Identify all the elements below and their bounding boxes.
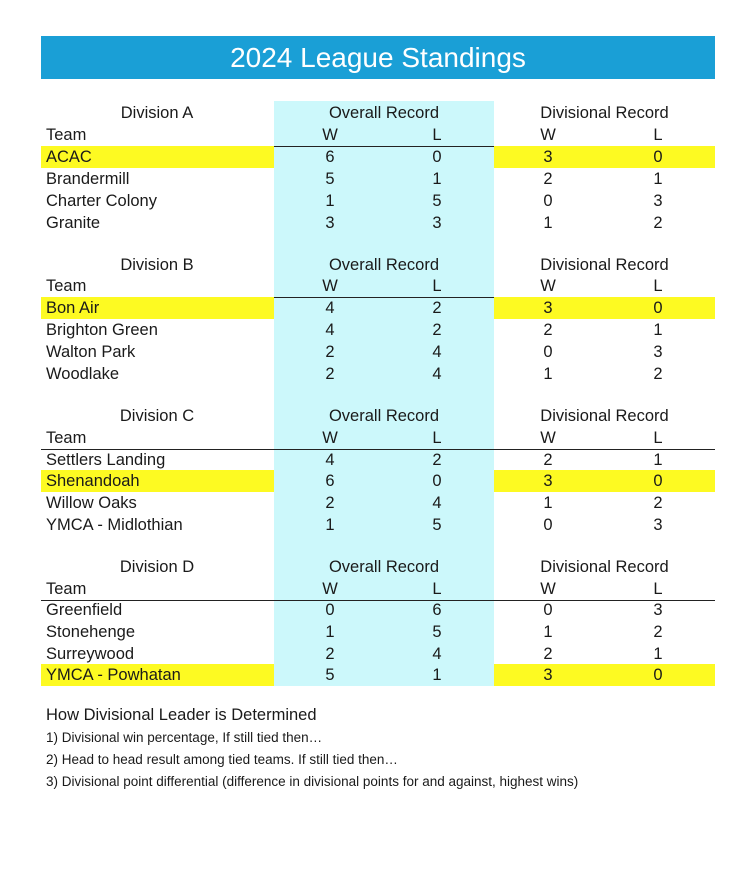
column-header-row [41, 427, 715, 450]
leader-highlight [494, 470, 715, 492]
divisional-losses: 0 [653, 666, 663, 684]
divisional-wins-header: W [540, 429, 556, 447]
divisional-losses: 0 [653, 299, 663, 317]
overall-wins: 1 [325, 623, 335, 641]
divisional-losses: 2 [653, 623, 663, 641]
overall-losses-header: L [432, 277, 442, 295]
overall-wins: 3 [325, 214, 335, 232]
overall-wins: 2 [325, 494, 335, 512]
leader-highlight [494, 146, 715, 168]
team-row [41, 492, 715, 514]
overall-record-label: Overall Record [328, 558, 440, 576]
divisional-wins: 0 [543, 516, 553, 534]
team-row [41, 168, 715, 190]
division-header [41, 102, 715, 124]
division-name: Division B [120, 256, 194, 274]
team-row [41, 146, 715, 168]
overall-wins: 0 [325, 601, 335, 619]
divisional-wins: 1 [543, 214, 553, 232]
overall-losses-header: L [432, 126, 442, 144]
team-row [41, 297, 715, 319]
overall-losses: 4 [432, 494, 442, 512]
team-name: Charter Colony [46, 192, 157, 210]
overall-losses: 2 [432, 451, 442, 469]
divisional-wins: 2 [543, 645, 553, 663]
divisional-wins: 2 [543, 451, 553, 469]
overall-record-label: Overall Record [328, 256, 440, 274]
tiebreaker-heading: How Divisional Leader is Determined [46, 706, 317, 724]
division-header [41, 254, 715, 276]
divisional-wins: 3 [543, 148, 553, 166]
divisional-record-label: Divisional Record [540, 407, 669, 425]
divisional-wins-header: W [540, 580, 556, 598]
divisional-losses: 2 [653, 365, 663, 383]
division-header [41, 405, 715, 427]
divisional-wins: 2 [543, 321, 553, 339]
overall-losses: 4 [432, 365, 442, 383]
overall-record-label: Overall Record [328, 104, 440, 122]
divisional-losses: 3 [653, 192, 663, 210]
team-name: Bon Air [46, 299, 100, 317]
overall-wins: 2 [325, 365, 335, 383]
overall-wins: 4 [325, 299, 335, 317]
overall-losses: 2 [432, 321, 442, 339]
team-name: ACAC [46, 148, 92, 166]
divisional-losses: 2 [653, 494, 663, 512]
team-column-header: Team [46, 126, 87, 144]
division-header [41, 556, 715, 578]
leader-highlight [494, 664, 715, 686]
division-name: Division A [120, 104, 194, 122]
overall-wins: 4 [325, 451, 335, 469]
overall-losses-header: L [432, 580, 442, 598]
divisional-wins-header: W [540, 126, 556, 144]
team-name: Brighton Green [46, 321, 158, 339]
team-row [41, 212, 715, 234]
overall-losses: 6 [432, 601, 442, 619]
overall-losses: 5 [432, 192, 442, 210]
divisional-losses-header: L [653, 580, 663, 598]
team-name: Woodlake [46, 365, 120, 383]
overall-wins: 1 [325, 516, 335, 534]
team-name: Settlers Landing [46, 451, 166, 469]
overall-wins: 2 [325, 343, 335, 361]
divisional-losses-header: L [653, 429, 663, 447]
overall-wins: 6 [325, 472, 335, 490]
team-name: Greenfield [46, 601, 123, 619]
tiebreaker-rule: 3) Divisional point differential (difference in divisional points for and against, highest wins) [46, 774, 579, 789]
overall-losses: 1 [432, 666, 442, 684]
team-row [41, 449, 715, 471]
overall-wins: 5 [325, 666, 335, 684]
team-row [41, 319, 715, 341]
overall-losses: 3 [432, 214, 442, 232]
overall-wins: 4 [325, 321, 335, 339]
division-name: Division C [119, 407, 195, 425]
divisional-wins: 1 [543, 494, 553, 512]
divisional-losses-header: L [653, 277, 663, 295]
divisional-losses: 2 [653, 214, 663, 232]
divisional-losses: 1 [653, 321, 663, 339]
team-column-header: Team [46, 277, 87, 295]
divisional-losses: 3 [653, 343, 663, 361]
team-name: YMCA - Powhatan [46, 666, 181, 684]
divisional-wins: 3 [543, 666, 553, 684]
overall-losses-header: L [432, 429, 442, 447]
team-name: Surreywood [46, 645, 135, 663]
divisional-losses: 1 [653, 645, 663, 663]
divisional-losses-header: L [653, 126, 663, 144]
overall-wins: 5 [325, 170, 335, 188]
divisional-wins: 0 [543, 192, 553, 210]
divisional-wins: 2 [543, 170, 553, 188]
team-row [41, 599, 715, 621]
team-row [41, 621, 715, 643]
overall-wins: 2 [325, 645, 335, 663]
overall-losses: 5 [432, 623, 442, 641]
divisional-losses: 1 [653, 451, 663, 469]
divisional-wins: 1 [543, 623, 553, 641]
overall-wins-header: W [322, 277, 338, 295]
divisional-record-label: Divisional Record [540, 256, 669, 274]
overall-wins-header: W [322, 126, 338, 144]
tiebreaker-notes [46, 706, 716, 795]
overall-losses: 0 [432, 148, 442, 166]
divisional-wins: 0 [543, 601, 553, 619]
overall-wins: 6 [325, 148, 335, 166]
team-row [41, 190, 715, 212]
page-title: 2024 League Standings [41, 36, 715, 79]
team-name: Stonehenge [46, 623, 136, 641]
overall-losses: 1 [432, 170, 442, 188]
team-name: Granite [46, 214, 101, 232]
team-row [41, 341, 715, 363]
team-name: Shenandoah [46, 472, 140, 490]
divisional-record-label: Divisional Record [540, 104, 669, 122]
overall-losses: 4 [432, 645, 442, 663]
divisional-wins-header: W [540, 277, 556, 295]
overall-losses: 5 [432, 516, 442, 534]
team-name: Brandermill [46, 170, 130, 188]
team-row [41, 643, 715, 665]
team-row [41, 664, 715, 686]
column-header-row [41, 578, 715, 601]
divisional-losses: 0 [653, 148, 663, 166]
divisional-losses: 0 [653, 472, 663, 490]
divisional-wins: 3 [543, 299, 553, 317]
team-row [41, 470, 715, 492]
team-column-header: Team [46, 429, 87, 447]
overall-wins: 1 [325, 192, 335, 210]
divisional-losses: 3 [653, 601, 663, 619]
overall-losses: 4 [432, 343, 442, 361]
divisional-wins: 3 [543, 472, 553, 490]
team-column-header: Team [46, 580, 87, 598]
column-header-row [41, 275, 715, 298]
column-header-row [41, 124, 715, 147]
divisional-wins: 1 [543, 365, 553, 383]
overall-losses: 2 [432, 299, 442, 317]
divisional-losses: 1 [653, 170, 663, 188]
overall-record-label: Overall Record [328, 407, 440, 425]
team-name: Willow Oaks [46, 494, 137, 512]
divisional-wins: 0 [543, 343, 553, 361]
overall-wins-header: W [322, 429, 338, 447]
overall-losses: 0 [432, 472, 442, 490]
division-name: Division D [119, 558, 195, 576]
team-name: YMCA - Midlothian [46, 516, 183, 534]
tiebreaker-rule: 2) Head to head result among tied teams. If still tied then… [46, 752, 398, 767]
team-name: Walton Park [46, 343, 136, 361]
divisional-losses: 3 [653, 516, 663, 534]
leader-highlight [494, 297, 715, 319]
team-row [41, 514, 715, 536]
overall-wins-header: W [322, 580, 338, 598]
tiebreaker-rule: 1) Divisional win percentage, If still tied then… [46, 730, 323, 745]
team-row [41, 363, 715, 385]
divisional-record-label: Divisional Record [540, 558, 669, 576]
